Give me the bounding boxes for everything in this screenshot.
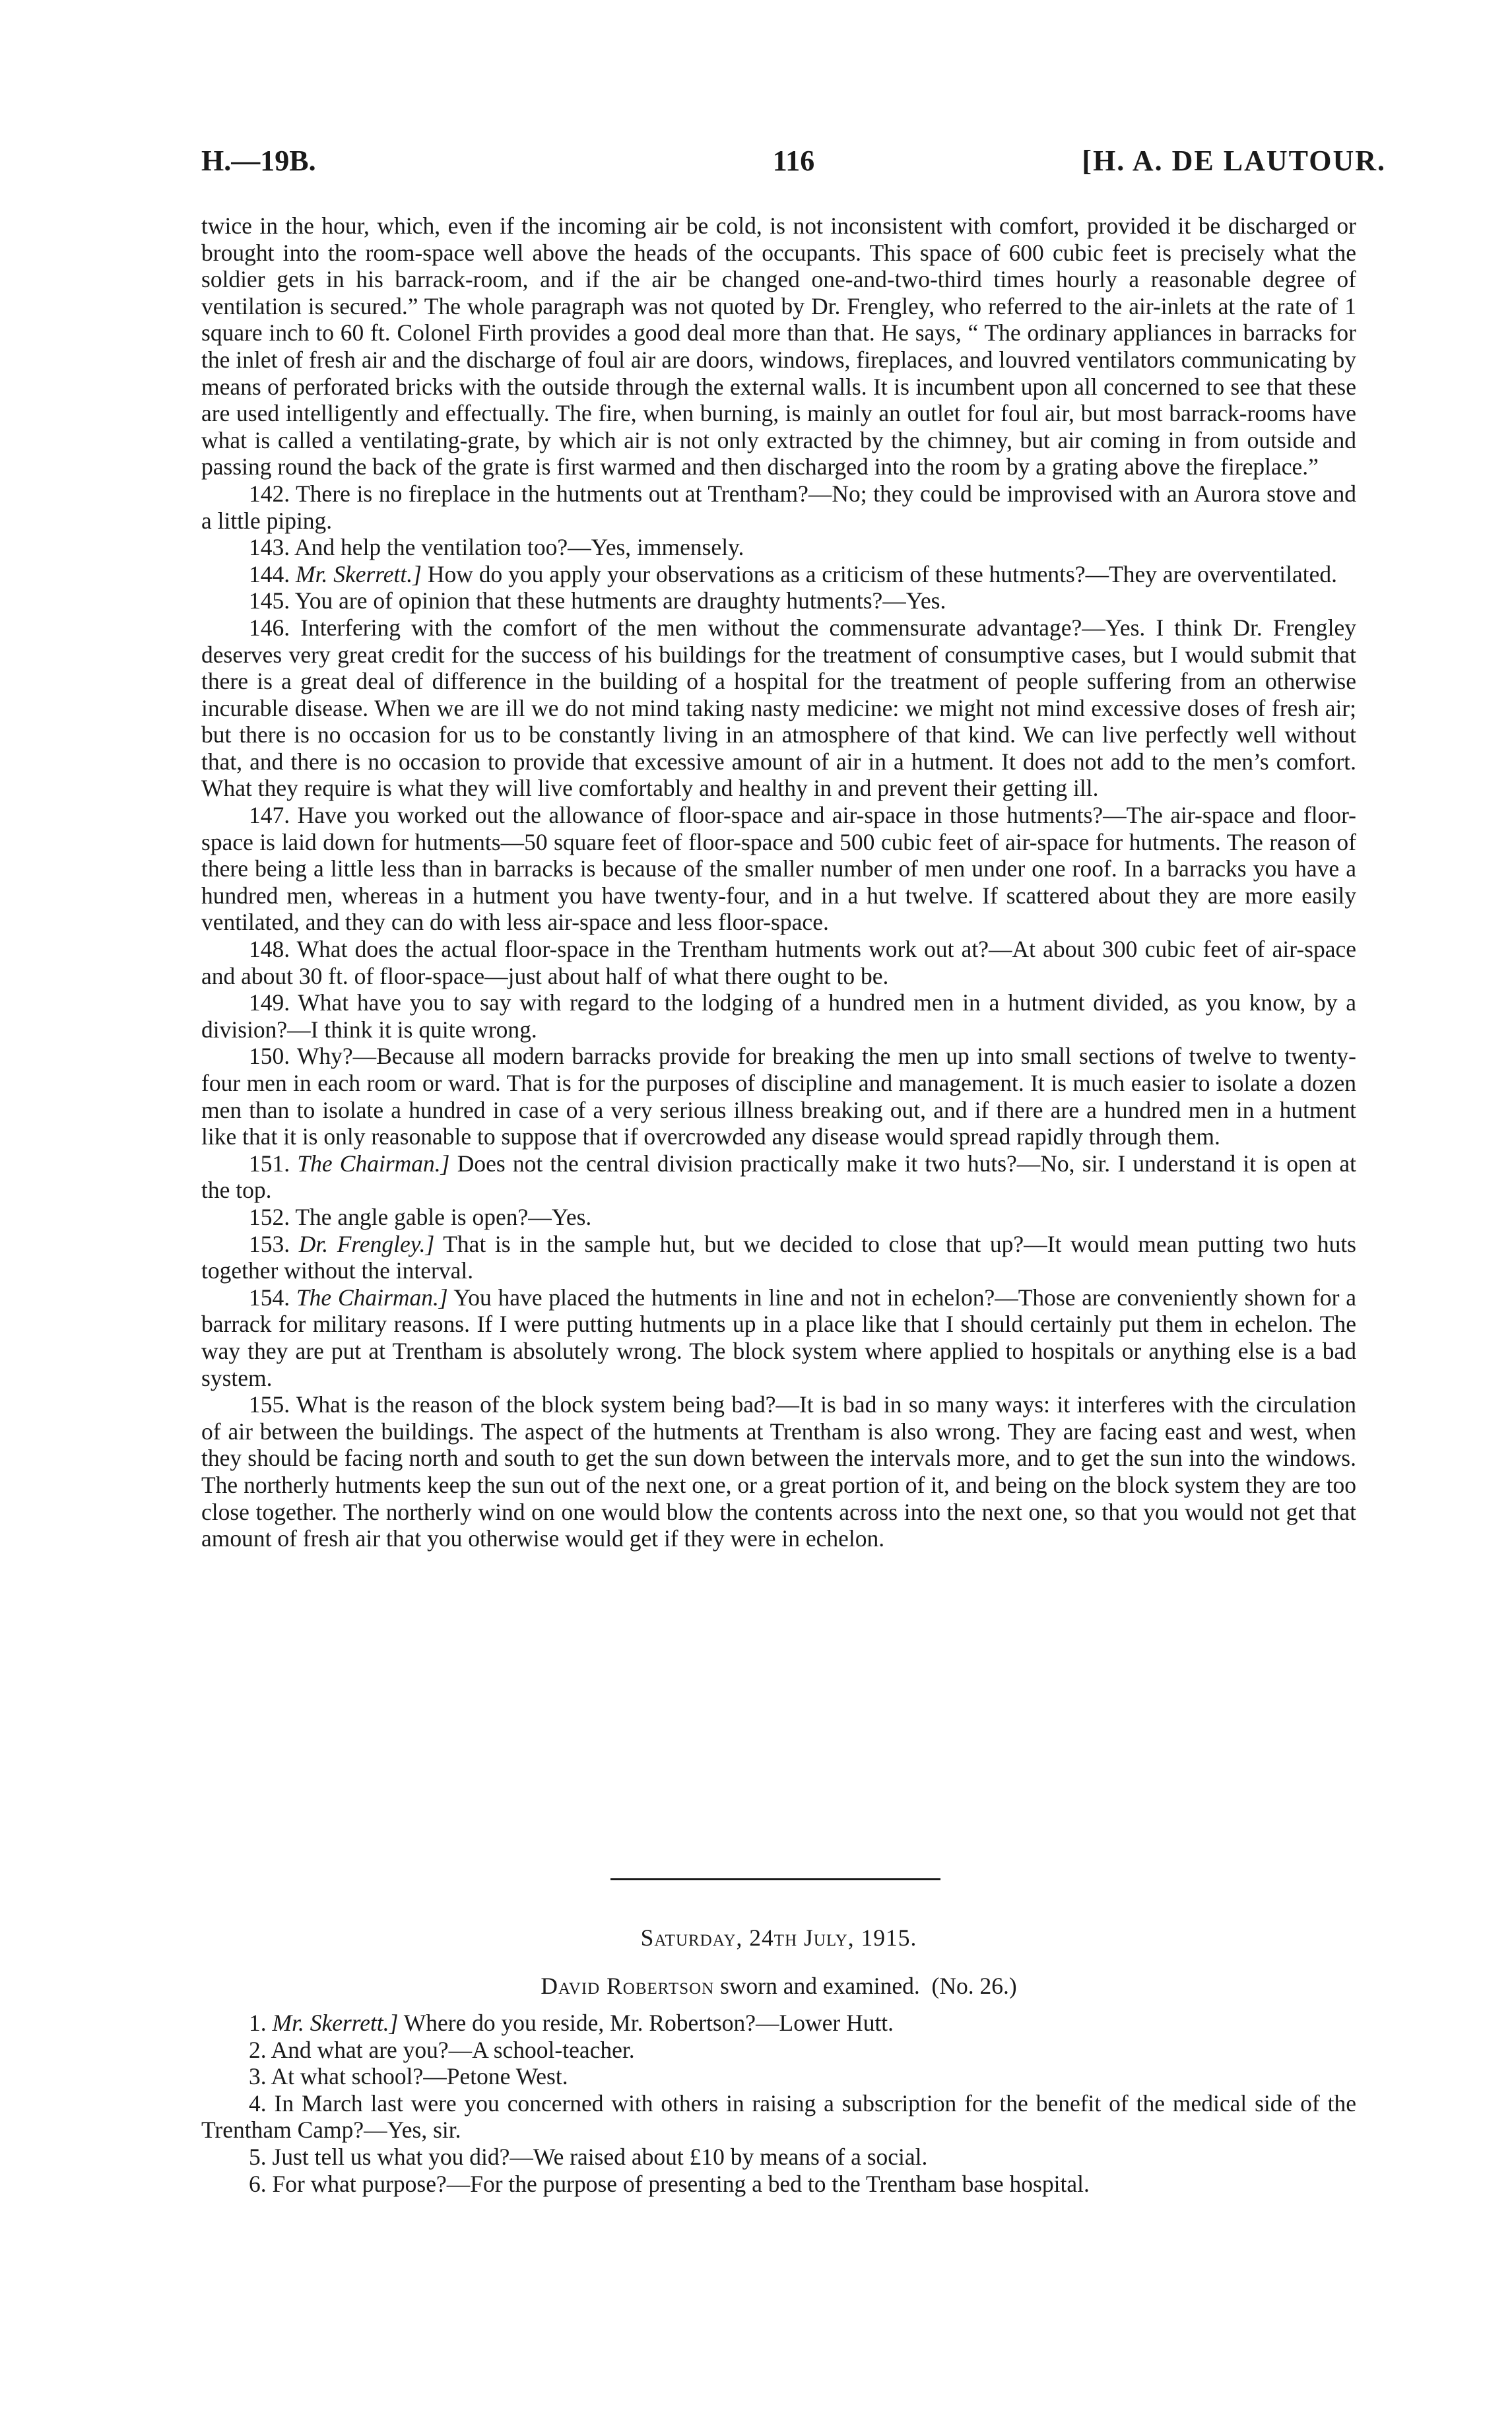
page-number: 116 — [772, 145, 815, 177]
document-code: H.—19B. — [201, 145, 316, 177]
paragraph: 3. At what school?—Petone West. — [249, 2063, 568, 2090]
paragraph: 6. For what purpose?—For the purpose of presenting a bed to the Trentham base hospital. — [249, 2170, 1090, 2197]
paragraph: 148. What does the actual floor-space in the Trentham hutments work out at?—At about 300 cubic feet of air-space and about 30 ft. of floor-space—just about half of what there ought to be. — [201, 936, 1356, 989]
speaker: Mr. Skerrett.] — [296, 560, 422, 587]
witness-status: sworn and examined. — [720, 1973, 920, 1999]
paragraph: 151. The Chairman.] Does not the central division practically make it two huts?—No, sir. I understand it is open at the top. — [201, 1150, 1357, 1204]
witness-name: David Robertson — [541, 1973, 715, 1999]
paragraph: 143. And help the ventilation too?—Yes, immensely. — [249, 534, 744, 561]
paragraph: 142. There is no fireplace in the hutments out at Trentham?—No; they could be improvised with an Aurora stove and a little piping. — [201, 480, 1357, 534]
speaker: Dr. Frengley.] — [298, 1230, 435, 1257]
paragraph: 155. What is the reason of the block system being bad?—It is bad in so many ways: it interferes with the circulation of air between the buildings. The aspect of the hutments at Trentham is also wrong. They are facing east and west, when they should be facing north and south to get the sun down between the intervals more, and to get the sun into the windows. The northerly hutments keep the sun out of the next one, or a great portion of it, and being on the block system they are too close together. The northerly wind on one would blow the contents across into the next one, so that you would not get that amount of fresh air that you otherwise would get if they were in echelon. — [201, 1391, 1357, 1552]
paragraph: 2. And what are you?—A school-teacher. — [249, 2036, 635, 2063]
paragraph: 147. Have you worked out the allowance of floor-space and air-space in those hutments?—The air-space and floor-space is laid down for hutments—50 square feet of floor-space and 500 cubic feet of air-space for hutments. The reason of there being a little less than in barracks is because of the smaller number of men under one roof. In a barracks you have a hundred men, whereas in a hutment you have twenty-four, and in a hut twelve. If scattered about they are more easily ventilated, and they can do with less air-space and less floor-space. — [201, 802, 1357, 936]
paragraph: 1. Mr. Skerrett.] Where do you reside, Mr. Robertson?—Lower Hutt. — [249, 2010, 894, 2036]
paragraph: 149. What have you to say with regard to the lodging of a hundred men in a hutment divided, as you know, by a division?—I think it is quite wrong. — [201, 989, 1357, 1043]
page-header — [201, 144, 1386, 190]
paragraph: 146. Interfering with the comfort of the men without the commensurate advantage?—Yes. I think Dr. Frengley deserves very great credit for the success of his buildings for the treatment of consumptive cases, but I would submit that there is a great deal of difference in the building of a hospital for the treatment of people suffering from an otherwise incurable disease. When we are ill we do not mind taking nasty medicine: we might not mind excessive doses of fresh air; but there is no occasion for us to be constantly living in an atmosphere of that kind. We can live perfectly well without that, and there is no occasion to provide that excessive amount of air in a hutment. It does not add to the men’s comfort. What they require is what they will live comfortably and healthy in and prevent their getting ill. — [201, 614, 1356, 802]
section-divider — [610, 1878, 940, 1880]
paragraph: 153. Dr. Frengley.] That is in the sample hut, but we decided to close that up?—It would mean putting two huts together without the interval. — [201, 1230, 1356, 1284]
speaker: The Chairman.] — [296, 1284, 448, 1311]
witness-heading — [201, 1972, 1356, 2000]
speaker: Mr. Skerrett.] — [272, 2010, 399, 2036]
evidence-text — [201, 213, 1356, 1552]
session-date: Saturday, 24th July, 1915. — [640, 1924, 917, 1951]
paragraph: 152. The angle gable is open?—Yes. — [249, 1203, 592, 1230]
witness-number: (No. 26.) — [931, 1973, 1017, 1999]
witness-running-head: [H. A. DE LAUTOUR. — [1082, 145, 1386, 177]
paragraph: 144. Mr. Skerrett.] How do you apply your observations as a criticism of these hutments?—They are overventilated. — [249, 560, 1338, 587]
paragraph: twice in the hour, which, even if the incoming air be cold, is not inconsistent with comfort, provided it be discharged or brought into the room-space well above the heads of the occupants. This space of 600 cubic feet is precisely what the soldier gets in his barrack-room, and if the air be changed one-and-two-third times hourly a reasonable degree of ventilation is secured.” The whole paragraph was not quoted by Dr. Frengley, who referred to the air-inlets at the rate of 1 square inch to 60 ft. Colonel Firth provides a good deal more than that. He says, “ The ordinary appliances in barracks for the inlet of fresh air and the discharge of foul air are doors, windows, fireplaces, and louvred ventilators communicating by means of perforated bricks with the outside through the external walls. It is incumbent upon all concerned to see that these are used intelligently and effectually. The fire, when burning, is mainly an outlet for foul air, but most barrack-rooms have what is called a ventilating-grate, by which air is not only extracted by the chimney, but air coming in from outside and passing round the back of the grate is first warmed and then discharged into the room by a grating above the fireplace.” — [201, 213, 1356, 480]
paragraph: 5. Just tell us what you did?—We raised about £10 by means of a social. — [249, 2143, 928, 2170]
paragraph: 150. Why?—Because all modern barracks provide for breaking the men up into small sections of twelve to twenty-four men in each room or ward. That is for the purposes of discipline and management. It is much easier to isolate a dozen men than to isolate a hundred in case of a very serious illness breaking out, and if there are a hundred men in a hutment like that it is only reasonable to suppose that if overcrowded any disease would spread rapidly through them. — [201, 1043, 1357, 1150]
speaker: The Chairman.] — [297, 1150, 450, 1177]
paragraph: 145. You are of opinion that these hutments are draughty hutments?—Yes. — [249, 587, 946, 614]
paragraph: 154. The Chairman.] You have placed the hutments in line and not in echelon?—Those are conveniently shown for a barrack for military reasons. If I were putting hutments up in a place like that I should certainly put them in echelon. The way they are put at Trentham is absolutely wrong. The block system where applied to hospitals or anything else is a bad system. — [201, 1284, 1357, 1391]
evidence-text-robertson — [201, 2010, 1356, 2197]
paragraph: 4. In March last were you concerned with others in raising a subscription for the benefit of the medical side of the Trentham Camp?—Yes, sir. — [201, 2089, 1357, 2144]
